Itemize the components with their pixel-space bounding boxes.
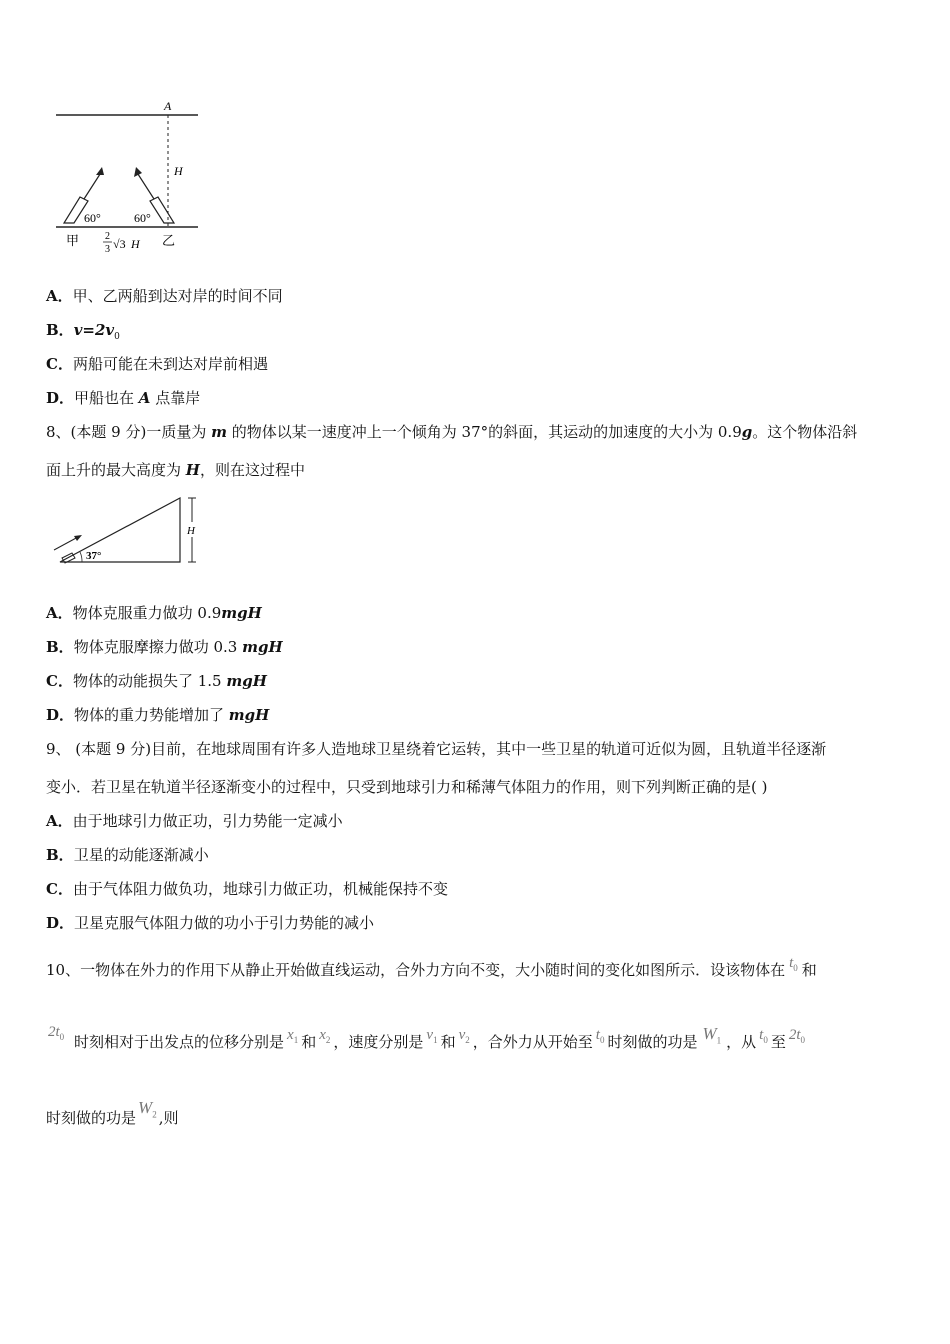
q8-stem-line1 — [46, 422, 857, 442]
q7-option-a — [46, 286, 283, 306]
symbol-t0: $t_0$ — [595, 1027, 605, 1045]
q8-option-c — [46, 671, 267, 691]
stem-text: 的物体以某一速度冲上一个倾角为 37°的斜面，其运动的加速度的大小为 0.9 — [226, 423, 742, 441]
dist-H: H — [131, 237, 140, 251]
stem-text: ,则 — [158, 1109, 179, 1127]
option-text: 物体克服重力做功 0.9 — [72, 604, 222, 622]
symbol-t0: $t_0$ — [789, 955, 798, 973]
q10-stem-line1 — [46, 955, 817, 986]
option-var: mgH — [242, 638, 283, 656]
label-jia: 甲 — [66, 233, 80, 248]
angle-arc — [80, 552, 82, 562]
symbol-W2: $W_2$ — [138, 1098, 157, 1120]
q9-option-c — [46, 879, 448, 899]
option-var: mgH — [221, 604, 262, 622]
option-var: mgH — [228, 706, 270, 724]
height-label: H — [187, 525, 195, 537]
label-A: A — [164, 99, 172, 113]
q9-option-b — [46, 845, 209, 865]
option-letter: B． — [46, 846, 74, 864]
angle-left: 60° — [84, 211, 101, 225]
stem-text: ，则在这过程中 — [199, 461, 305, 479]
option-letter: B． — [46, 638, 74, 656]
label-H: H — [174, 164, 183, 178]
q7-option-d — [46, 388, 200, 408]
dist-denominator: 3 — [105, 244, 110, 255]
option-text: 由于地球引力做正功，引力势能一定减小 — [72, 812, 343, 830]
stem-text: ，速度分别是 — [333, 1033, 424, 1051]
stem-text: ，合外力从开始至 — [472, 1033, 593, 1051]
option-text: 物体克服摩擦力做功 0.3 — [73, 638, 243, 656]
stem-text: 时刻做的功是 — [607, 1033, 698, 1051]
option-letter: A． — [46, 287, 73, 305]
option-letter: D． — [46, 389, 75, 407]
stem-text: 和 — [440, 1033, 456, 1051]
dist-numerator: 2 — [105, 231, 110, 242]
dist-root: √3 — [113, 237, 126, 251]
stem-text: 和 — [301, 1033, 317, 1051]
option-text: 两船可能在未到达对岸前相遇 — [72, 355, 268, 373]
option-text: 卫星克服气体阻力做的功小于引力势能的减小 — [74, 914, 375, 932]
stem-text: ，从 — [726, 1033, 757, 1051]
angle-label: 37° — [86, 550, 102, 562]
option-text: 卫星的动能逐渐减小 — [73, 846, 209, 864]
q8-option-d — [46, 705, 269, 725]
stem-text: 面上升的最大高度为 — [46, 461, 186, 479]
option-text: 物体的动能损失了 1.5 — [72, 672, 227, 690]
option-text-post: 点靠岸 — [150, 389, 201, 407]
option-text: 物体的重力势能增加了 — [74, 706, 229, 724]
option-letter: D． — [46, 914, 75, 932]
stem-text: 。这个物体沿斜 — [752, 423, 858, 441]
q9-option-d — [46, 913, 374, 933]
q10-stem-line3 — [46, 1098, 179, 1134]
symbol-v2: $v_2$ — [458, 1027, 470, 1045]
option-letter: A． — [46, 604, 73, 622]
stem-var-m: m — [211, 423, 227, 441]
symbol-x1: $x_1$ — [287, 1027, 299, 1045]
symbol-2t0: $2t_0$ — [48, 1024, 65, 1042]
q8-option-b — [46, 637, 283, 657]
q8-option-a — [46, 603, 262, 623]
option-letter: C． — [46, 355, 73, 373]
q9-stem-line1: 9、 (本题 9 分)目前，在地球周围有许多人造地球卫星绕着它运转，其中一些卫星的轨道可近似为圆，且轨道半径逐渐 — [46, 740, 827, 758]
stem-var-g: g — [741, 423, 753, 441]
q10-stem-line2 — [46, 1024, 808, 1058]
q8-stem-line2 — [46, 460, 305, 480]
option-text: 由于气体阻力做负功，地球引力做正功，机械能保持不变 — [72, 880, 448, 898]
option-letter: C． — [46, 880, 73, 898]
symbol-2t0: $2t_0$ — [788, 1027, 805, 1045]
incline-triangle — [60, 498, 180, 562]
stem-text: 和 — [801, 961, 817, 979]
symbol-t0: $t_0$ — [759, 1027, 768, 1045]
stem-text: 至 — [770, 1033, 786, 1051]
symbol-x2: $x_2$ — [319, 1027, 331, 1045]
stem-var-H: H — [185, 461, 200, 479]
label-yi: 乙 — [162, 233, 176, 248]
q7-option-c — [46, 354, 268, 374]
option-letter: B． — [46, 321, 74, 339]
velocity-arrow — [54, 537, 78, 550]
option-var: mgH — [226, 672, 267, 690]
option-letter: D． — [46, 706, 75, 724]
stem-text: 时刻做的功是 — [46, 1109, 137, 1127]
q9-stem-line2: 变小．若卫星在轨道半径逐渐变小的过程中，只受到地球引力和稀薄气体阻力的作用，则下列判断正确的是( ) — [46, 778, 768, 796]
option-text: v=2v — [73, 321, 115, 339]
incline-figure — [48, 492, 218, 568]
angle-right: 60° — [134, 211, 151, 225]
option-letter: C． — [46, 672, 73, 690]
option-subscript: 0 — [114, 332, 120, 342]
stem-text: 10、一物体在外力的作用下从静止开始做直线运动，合外力方向不变，大小随时间的变化如图所示．设该物体在 — [46, 961, 786, 979]
q7-option-b — [46, 320, 120, 347]
symbol-v1: $v_1$ — [426, 1027, 438, 1045]
stem-text: 时刻相对于出发点的位移分别是 — [74, 1033, 285, 1051]
boat-crossing-figure — [50, 95, 210, 260]
stem-text: 8、(本题 9 分)一质量为 — [46, 423, 212, 441]
option-var: A — [138, 389, 151, 407]
option-letter: A． — [46, 812, 73, 830]
symbol-W1: $W_1$ — [702, 1024, 722, 1046]
option-text: 甲船也在 — [74, 389, 139, 407]
option-text: 甲、乙两船到达对岸的时间不同 — [72, 287, 283, 305]
q9-option-a — [46, 811, 343, 831]
